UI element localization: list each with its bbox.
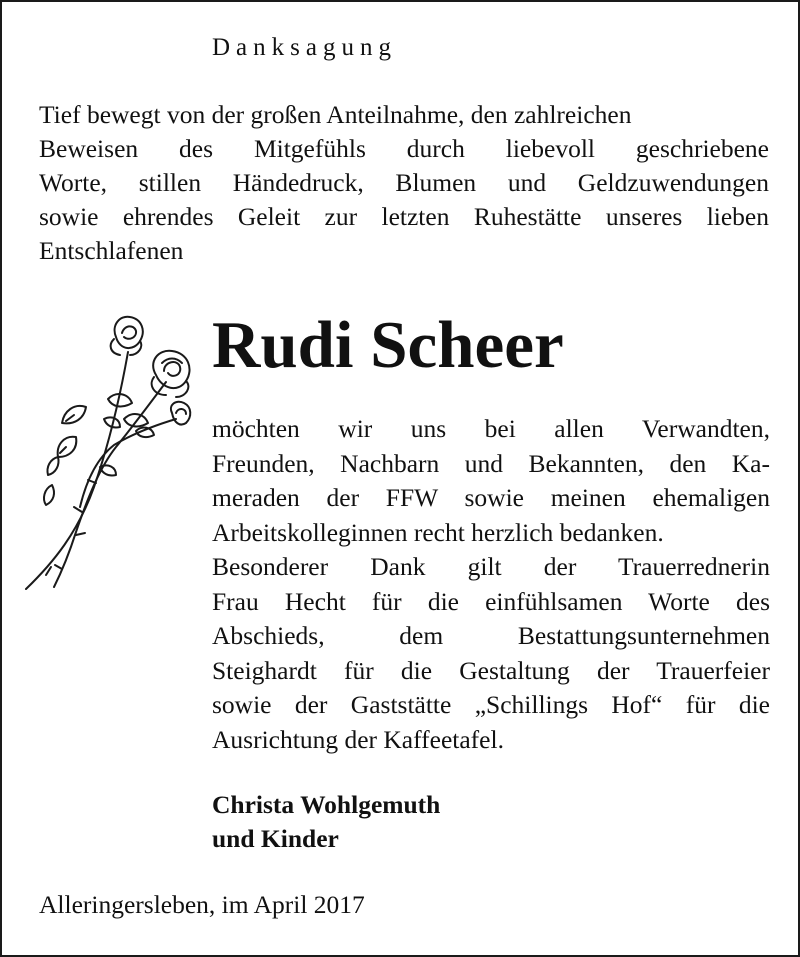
body-line: Frau Hecht für die einfühlsamen Worte des (212, 586, 770, 616)
signature-family: und Kinder (212, 824, 339, 853)
body-line: sowie der Gaststätte „Schillings Hof“ für die (212, 690, 770, 719)
body-line: möchten wir uns bei allen Verwandten, (212, 414, 770, 443)
intro-line: Beweisen des Mitgefühls durch liebevoll geschriebene (39, 134, 769, 163)
notice-heading: Danksagung (212, 34, 397, 61)
intro-line: Worte, stillen Händedruck, Blumen und Geldzuwendungen (39, 168, 769, 197)
intro-paragraph (39, 98, 769, 268)
intro-line: sowie ehrendes Geleit zur letzten Ruhestätte unseres lieben (39, 202, 769, 231)
deceased-name: Rudi Scheer (212, 308, 564, 382)
body-line: Freunden, Nachbarn und Bekannten, den Ka- (212, 448, 770, 478)
body-line: Ausrichtung der Kaffeetafel. (212, 724, 504, 754)
thanks-paragraph (212, 412, 770, 757)
body-line: meraden der FFW sowie meinen ehemaligen (212, 483, 770, 512)
body-line: Besonderer Dank gilt der Trauerrednerin (212, 552, 770, 581)
roses-illustration-icon (16, 307, 206, 597)
intro-line: Entschlafenen (39, 236, 184, 265)
place-date: Alleringersleben, im April 2017 (39, 890, 365, 919)
body-line: Arbeitskolleginnen recht herzlich bedanken. (212, 517, 664, 547)
body-line: Steighardt für die Gestaltung der Trauerfeier (212, 655, 770, 685)
signature-name: Christa Wohlgemuth (212, 790, 441, 819)
body-line: Abschieds, dem Bestattungsunternehmen (212, 621, 770, 650)
intro-line: Tief bewegt von der großen Anteilnahme, den zahlreichen (39, 100, 632, 129)
